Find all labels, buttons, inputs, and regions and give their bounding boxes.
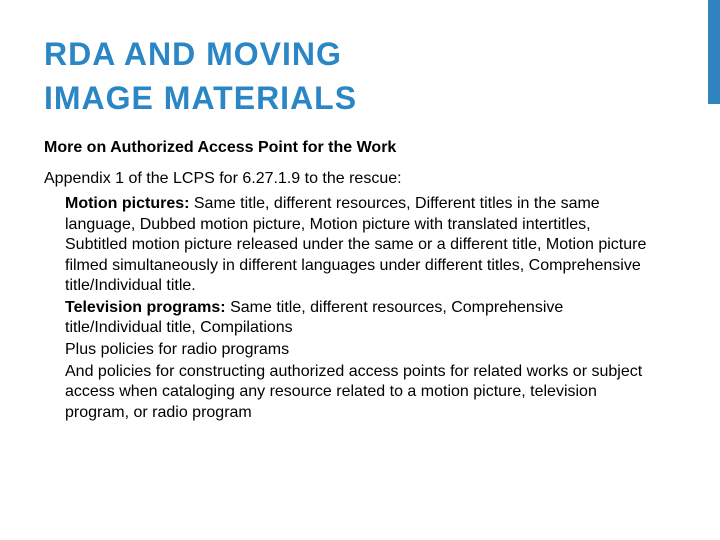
bullet-list: [44, 194, 654, 423]
bullet-radio-programs: [65, 340, 654, 361]
section-heading: More on Authorized Access Point for the Work: [44, 139, 397, 156]
bullet-label: Motion pictures:: [65, 195, 190, 212]
slide-title: [44, 32, 684, 120]
title-line-2: IMAGE MATERIALS: [44, 80, 358, 116]
bullet-text: Same title, different resources, Different titles in the same language, Dubbed motion picture, Motion picture with translated intertitles, Subtitled motion picture released under the same or a different title, Motion picture filmed simultaneously in different languages under different titles, Comprehensive title/Individual title.: [65, 195, 647, 294]
bullet-text: Plus policies for radio programs: [65, 341, 290, 359]
accent-bar: [708, 0, 720, 104]
bullet-television-programs: [65, 298, 654, 339]
intro-text: Appendix 1 of the LCPS for 6.27.1.9 to the rescue:: [44, 170, 402, 187]
bullet-text: Same title, different resources, Comprehensive title/Individual title, Compilations: [65, 298, 564, 337]
bullet-motion-pictures: [65, 194, 654, 297]
bullet-text: And policies for constructing authorized access points for related works or subject access when cataloging any resource related to a motion picture, television program, or radio program: [65, 362, 643, 421]
title-line-1: RDA AND MOVING: [44, 36, 342, 72]
slide-content: [44, 138, 654, 425]
bullet-related-works: [65, 362, 654, 424]
bullet-label: Television programs:: [65, 298, 226, 316]
